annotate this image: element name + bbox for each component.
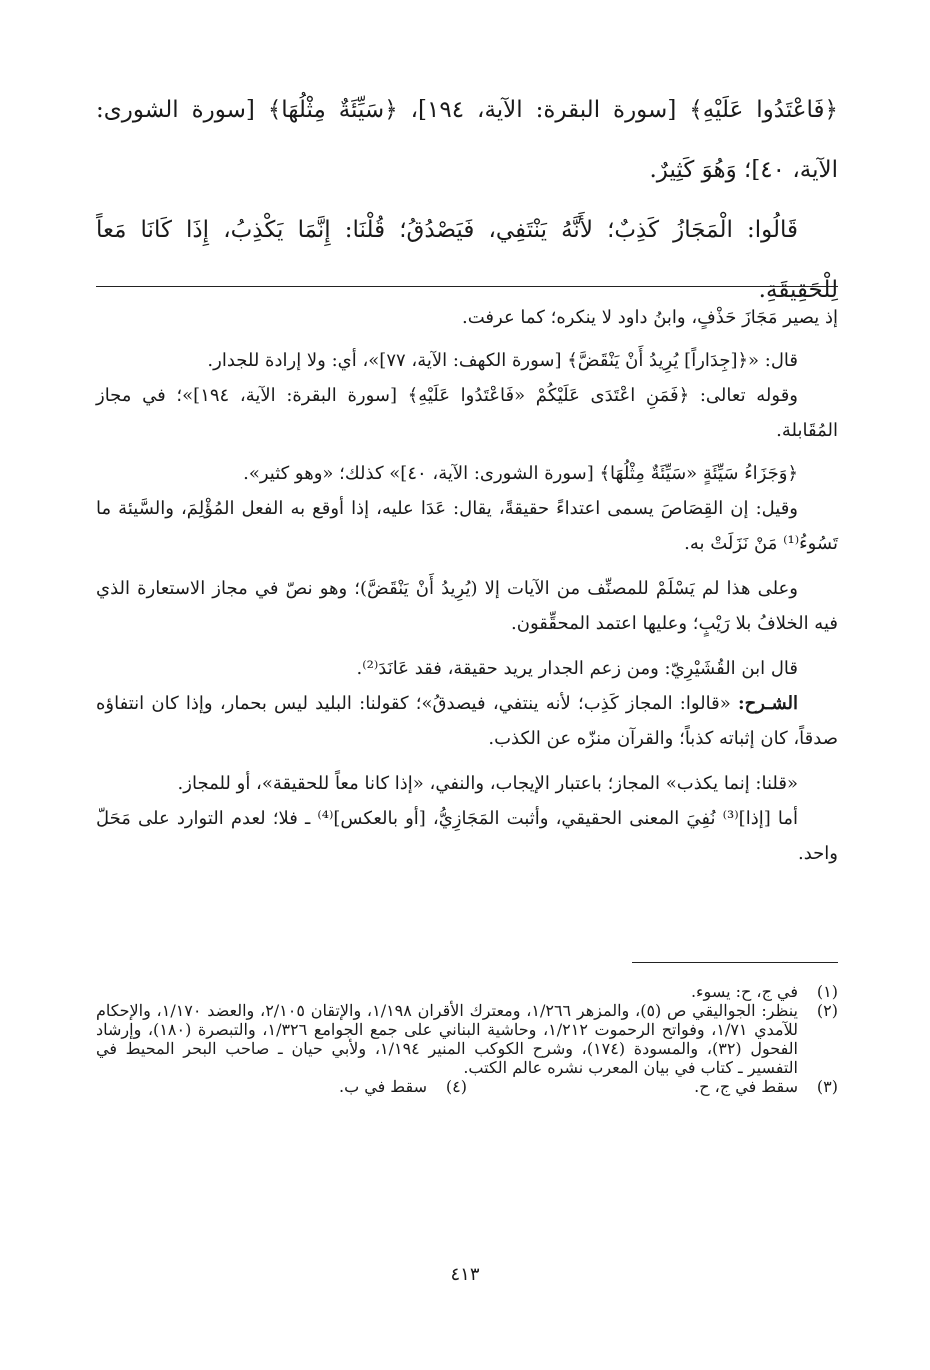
- footnote-text: ينظر: الجواليقي ص (٥)، والمزهر ١/٢٦٦، ومعترك الأقران ١/١٩٨، والإتقان ٢/١٠٥، والعضد ١/١٧٠، والإحكام للآمدي ١/٧١، وفواتح الرحموت ١/٢١٢، وحاشية البناني على جمع الجوامع ١/٣٢٦، والتبصرة (١٨٠)، وإرشاد الفحول (٣٢)، والمسودة (١٧٤)، وشرح الكوكب المنير ١/١٩٤، ولأبي حيان ـ صاحب البحر المحيط في التفسير ـ كتاب في بيان المعرب نشره عالم الكتب.: [96, 1001, 799, 1077]
- commentary-paragraph: قال: «﴿[جِدَاراً] يُرِيدُ أَنْ يَنْقَضَّ﴾ [سورة الكهف: الآية، ٧٧]»، أي: ولا إرادة للجدار.: [207, 350, 798, 371]
- commentary-paragraph: قال ابن القُشَيْرِيّ: ومن زعم الجدار يريد حقيقة، فقد عَانَدَ⁽²⁾.: [356, 658, 798, 679]
- commentary-paragraph: وقيل: إن القِصَاصَ يسمى اعتداءً حقيقةً، يقال: عَدَا عليه، إذا أوقع به الفعل المُؤْلِمَ، والسَّيئة ما تَسُوءُ⁽¹⁾ مَنْ نَزَلَتْ به.: [96, 498, 838, 554]
- sharh-label: الشـرح:: [737, 693, 798, 714]
- footnote-item: [96, 1001, 838, 1077]
- footnote-item: [96, 1077, 467, 1096]
- footnote-text: سقط في ب.: [339, 1077, 427, 1096]
- footnote-divider: [632, 962, 838, 963]
- commentary-paragraph: أما [إذا]⁽³⁾ نُفِيَ المعنى الحقيقي، وأثبت المَجَازِيُّ، [أو بالعكس]⁽⁴⁾ ـ فلا؛ لعدم التوارد على مَحَلّ واحد.: [96, 808, 838, 864]
- footnote-item: [96, 982, 838, 1001]
- footnote-text: سقط في ج، ح.: [694, 1077, 798, 1096]
- footnote-number: (٢): [816, 1001, 838, 1020]
- commentary-paragraph: ﴿وَجَزَاءُ سَيِّئَةٍ «سَيِّئَةٌ مِثْلُهَا﴾ [سورة الشورى: الآية، ٤٠]» كذلك؛ «وهو كثير».: [243, 463, 798, 484]
- commentary-section: [96, 300, 838, 871]
- commentary-paragraph: [96, 686, 838, 756]
- matn-section: [96, 80, 838, 320]
- commentary-paragraph: إذ يصير مَجَازَ حَذْفٍ، وابنُ داود لا ينكره؛ كما عرفت.: [462, 307, 838, 328]
- matn-divider: [96, 286, 838, 287]
- commentary-paragraph: «قلنا: إنما يكذب» المجاز؛ باعتبار الإيجاب، والنفي، «إذا كانا معاً للحقيقة»، أو للمجاز.: [177, 773, 798, 794]
- commentary-paragraph: وعلى هذا لم يَسْلَمْ للمصنِّف من الآيات إلا (يُرِيدُ أَنْ يَنْقَضَّ)؛ وهو نصّ في مجاز الاستعارة الذي فيه الخلافُ بلا رَيْبٍ؛ وعليها اعتمد المحقِّقون.: [96, 578, 838, 634]
- footnote-number: (٤): [445, 1077, 467, 1096]
- footnote-number: (٣): [816, 1077, 838, 1096]
- matn-paragraph-2: قَالُوا: الْمَجَازُ كَذِبٌ؛ لأَنَّهُ يَنْتَفِي، فَيَصْدُقُ؛ قُلْنَا: إِنَّمَا يَكْذِبُ، إِذَا كَانَا مَعاً لِلْحَقِيقَةِ.: [96, 217, 838, 303]
- footnote-number: (١): [816, 982, 838, 1001]
- commentary-paragraph: وقوله تعالى: ﴿فَمَنِ اعْتَدَى عَلَيْكُمْ «فَاعْتَدُوا عَلَيْهِ﴾ [سورة البقرة: الآية، ١٩٤]»؛ في مجاز المُقَابلة.: [96, 385, 838, 441]
- footnote-pair: [96, 1077, 838, 1096]
- sharh-text: «قالوا: المجاز كَذِب؛ لأنه ينتفي، فيصدقُ»؛ كقولنا: البليد ليس بحمار، وإذا كان انتفاؤه صدقاً، كان إثباته كذباً؛ والقرآن منزّه عن الكذب.: [96, 693, 838, 749]
- page-number: ٤١٣: [450, 1264, 480, 1285]
- footnote-text: في ج، ح: يسوء.: [690, 982, 798, 1001]
- matn-paragraph-1: ﴿فَاعْتَدُوا عَلَيْهِ﴾ [سورة البقرة: الآية، ١٩٤]، ﴿سَيِّئَةٌ مِثْلُهَا﴾ [سورة الشورى: الآية، ٤٠]؛ وَهُوَ كَثِيرٌ.: [96, 97, 838, 183]
- footnote-item: [467, 1077, 838, 1096]
- footnotes-section: [96, 982, 838, 1096]
